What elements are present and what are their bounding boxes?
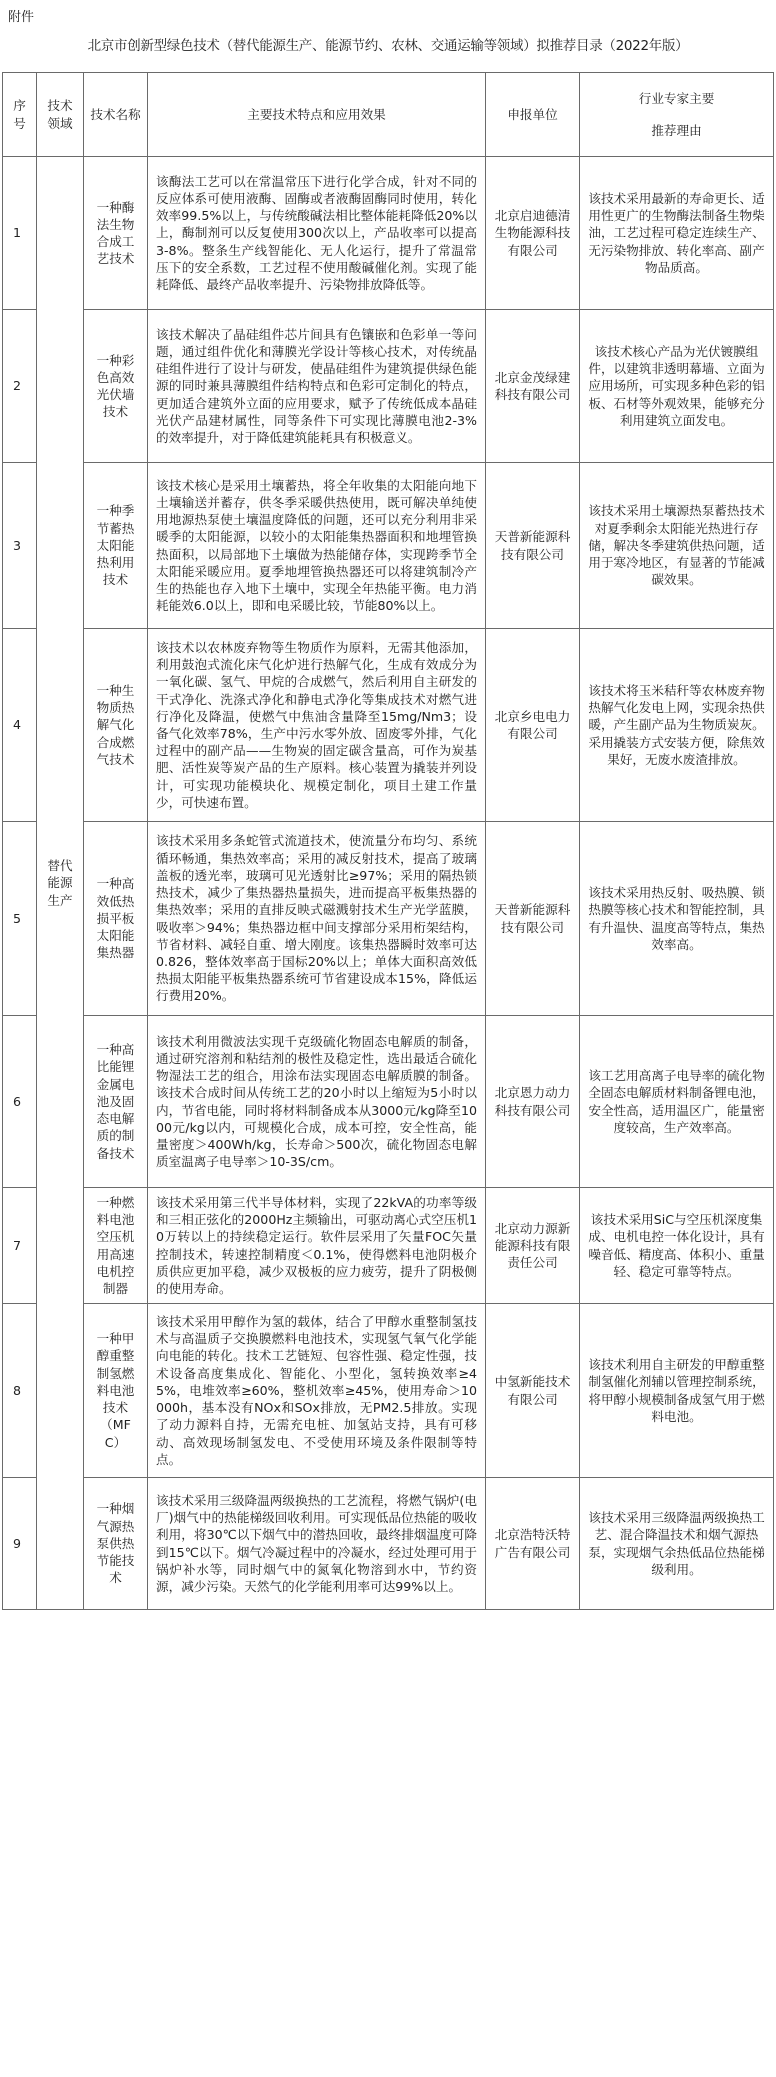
row-seq: 6	[3, 1016, 37, 1188]
table-row	[3, 463, 774, 629]
table-header-row	[3, 73, 774, 157]
row-seq: 7	[3, 1188, 37, 1304]
row-name: 一种燃料电池空压机用高速电机控制器	[84, 1188, 148, 1304]
table-row	[3, 1478, 774, 1610]
row-desc: 该酶法工艺可以在常温常压下进行化学合成，针对不同的反应体系可使用液酶、固酶或者液酶固酶同时使用，转化效率99.5%以上，与传统酸碱法相比整体能耗降低20%以上，酶制剂可以反复使用300次以上，产品收率可以提高3-8%。整条生产线智能化、无人化运行，提升了常温常压下的安全系数，工艺过程不使用酸碱催化剂。实现了能耗降低、最终产品收率提升、污染物排放降低等。	[148, 157, 486, 310]
row-desc: 该技术解决了晶硅组件芯片间具有色镶嵌和色彩单一等问题，通过组件优化和薄膜光学设计等核心技术，对传统晶硅组件进行了设计与研发，使晶硅组件为建筑提供绿色能源的同时兼具薄膜组件结构特点和色彩可定制化的特点，更加适合建筑外立面的应用要求，赋予了传统低成本晶硅光伏产品建材属性，同等条件下可实现比薄膜电池2-3%的效率提升，对于降低建筑能耗具有积极意义。	[148, 310, 486, 463]
row-unit: 北京恩力动力科技有限公司	[486, 1016, 580, 1188]
header-name: 技术名称	[84, 73, 148, 157]
row-reason: 该技术采用热反射、吸热膜、锁热膜等核心技术和智能控制，具有升温快、温度高等特点，集热效率高。	[580, 822, 774, 1016]
row-unit: 天普新能源科技有限公司	[486, 822, 580, 1016]
row-unit: 中氢新能技术有限公司	[486, 1304, 580, 1478]
row-unit: 北京浩特沃特广告有限公司	[486, 1478, 580, 1610]
row-name: 一种生物质热解气化合成燃气技术	[84, 629, 148, 822]
row-desc: 该技术核心是采用土壤蓄热，将全年收集的太阳能向地下土壤输送并蓄存，供冬季采暖供热使用，既可解决单纯使用地源热泵使土壤温度降低的问题，还可以充分利用非采暖季的太阳能源，以较小的太阳能集热器面积和地埋管换热面积，以局部地下土壤做为热能储存体，实现跨季节全太阳能采暖应用。夏季地埋管换热器还可以将建筑制冷产生的热能也存入地下土壤中，实现全年热能平衡。电力消耗能效6.0以上，即和电采暖比较，节能80%以上。	[148, 463, 486, 629]
row-reason: 该技术利用自主研发的甲醇重整制氢催化剂辅以管理控制系统，将甲醇小规模制备成氢气用于燃料电池。	[580, 1304, 774, 1478]
row-name: 一种彩色高效光伏墙技术	[84, 310, 148, 463]
attachment-label: 附件	[8, 10, 35, 25]
document-title: 北京市创新型绿色技术（替代能源生产、能源节约、农林、交通运输等领域）拟推荐目录（2022年版）	[87, 38, 689, 54]
row-reason: 该技术将玉米秸秆等农林废弃物热解气化发电上网，实现余热供暖，产生副产品为生物质炭灰。采用撬装方式安装方便，除焦效果好，无废水废渣排放。	[580, 629, 774, 822]
row-name: 一种烟气源热泵供热节能技术	[84, 1478, 148, 1610]
row-desc: 该技术采用第三代半导体材料，实现了22kVA的功率等级和三相正弦化的2000Hz主频输出，可驱动离心式空压机10万转以上的持续稳定运行。软件层采用了矢量FOC矢量控制技术，转速控制精度＜0.1%，使得燃料电池阴极介质供应更加平稳，减少双极板的应力疲劳，提升了阴极侧的使用寿命。	[148, 1188, 486, 1304]
row-name: 一种甲醇重整制氢燃料电池技术（MFC）	[84, 1304, 148, 1478]
row-unit: 北京启迪德清生物能源科技有限公司	[486, 157, 580, 310]
row-seq: 2	[3, 310, 37, 463]
table-row	[3, 1304, 774, 1478]
header-field: 技术 领域	[37, 73, 84, 157]
row-unit: 北京金茂绿建科技有限公司	[486, 310, 580, 463]
row-reason: 该技术采用土壤源热泵蓄热技术对夏季剩余太阳能光热进行存储，解决冬季建筑供热问题，适用于寒冷地区，有显著的节能减碳效果。	[580, 463, 774, 629]
header-desc: 主要技术特点和应用效果	[148, 73, 486, 157]
table-row	[3, 822, 774, 1016]
row-desc: 该技术采用甲醇作为氢的载体，结合了甲醇水重整制氢技术与高温质子交换膜燃料电池技术，实现氢气氧气化学能向电能的转化。技术工艺链短、包容性强、稳定性强，技术设备高度集成化、智能化、小型化，氢转换效率≥45%，电堆效率≥60%，整机效率≥45%，使用寿命＞10000h，基本没有NOx和SOx排放，无PM2.5排放。实现了动力源料自持，无需充电桩、加氢站支持，具有可移动、高效现场制氢发电、不受使用环境及条件限制等特点。	[148, 1304, 486, 1478]
row-desc: 该技术采用多条蛇管式流道技术，使流量分布均匀、系统循环畅通，集热效率高；采用的减反射技术，提高了玻璃盖板的透光率，玻璃可见光透射比≥97%；采用的隔热锁热技术，减少了集热器热量损失，进而提高平板集热器的集热效率；采用的直排反映式磁溅射技术生产光学蓝膜，吸收率＞94%；集热器边框中间支撑部分采用桁架结构，节省材料、减轻自重、增大刚度。该集热器瞬时效率可达0.826，整体效率高于国标20%以上；单体大面积高效低热损太阳能平板集热器系统可节省建设成本15%，降低运行费用20%。	[148, 822, 486, 1016]
row-name: 一种高比能锂金属电池及固态电解质的制备技术	[84, 1016, 148, 1188]
row-seq: 8	[3, 1304, 37, 1478]
row-seq: 4	[3, 629, 37, 822]
row-unit: 北京动力源新能源科技有限责任公司	[486, 1188, 580, 1304]
table-row	[3, 310, 774, 463]
row-name: 一种高效低热损平板太阳能集热器	[84, 822, 148, 1016]
row-desc: 该技术利用微波法实现千克级硫化物固态电解质的制备，通过研究溶剂和粘结剂的极性及稳定性，选出最适合硫化物湿法工艺的组合，用涂布法实现固态电解质膜的制备。该技术合成时间从传统工艺的20小时以上缩短为5小时以内，节省电能，同时将材料制备成本从3000元/kg降至1000元/kg以内，可规模化合成，成本可控，安全性高，能量密度＞400Wh/kg，长寿命＞500次，硫化物固态电解质室温离子电导率＞10-3S/cm。	[148, 1016, 486, 1188]
row-reason: 该工艺用高离子电导率的硫化物全固态电解质材料制备锂电池，安全性高，适用温区广，能量密度较高，生产效率高。	[580, 1016, 774, 1188]
row-reason: 该技术核心产品为光伏镀膜组件，以建筑非透明幕墙、立面为应用场所，可实现多种色彩的铝板、石材等外观效果，能够充分利用建筑立面发电。	[580, 310, 774, 463]
recommendation-table	[2, 72, 774, 1610]
header-unit: 申报单位	[486, 73, 580, 157]
row-name: 一种酶法生物合成工艺技术	[84, 157, 148, 310]
row-unit: 北京乡电电力有限公司	[486, 629, 580, 822]
row-reason: 该技术采用三级降温两级换热工艺、混合降温技术和烟气源热泵，实现烟气余热低品位热能梯级利用。	[580, 1478, 774, 1610]
table-row	[3, 157, 774, 310]
row-desc: 该技术以农林废弃物等生物质作为原料，无需其他添加，利用鼓泡式流化床气化炉进行热解气化，生成有效成分为一氧化碳、氢气、甲烷的合成燃气，然后利用自主研发的干式净化、洗涤式净化和静电式净化等集成技术对燃气进行净化及降温，使燃气中焦油含量降至15mg/Nm3；设备气化效率78%，生产中污水零外放、固废零外排，气化过程中的副产品——生物炭的固定碳含量高，可作为炭基肥、活性炭等炭产品的生产原料。核心装置为撬装并列设计，可实现功能模块化、规模定制化，项目土建工作量少，可快速布置。	[148, 629, 486, 822]
row-unit: 天普新能源科技有限公司	[486, 463, 580, 629]
header-seq: 序 号	[3, 73, 37, 157]
table-row	[3, 629, 774, 822]
row-reason: 该技术采用SiC与空压机深度集成、电机电控一体化设计，具有噪音低、精度高、体积小、重量轻、稳定可靠等特点。	[580, 1188, 774, 1304]
row-desc: 该技术采用三级降温两级换热的工艺流程，将燃气锅炉(电厂)烟气中的热能梯级回收利用。可实现低品位热能的吸收利用，将30℃以下烟气中的潜热回收，最终排烟温度可降到15℃以下。烟气冷凝过程中的冷凝水，经过处理可用于锅炉补水等，同时烟气中的氮氧化物溶到水中，节约资源，减少污染。天然气的化学能利用率可达99%以上。	[148, 1478, 486, 1610]
row-seq: 1	[3, 157, 37, 310]
row-name: 一种季节蓄热太阳能热利用技术	[84, 463, 148, 629]
table-row	[3, 1188, 774, 1304]
table-row	[3, 1016, 774, 1188]
row-seq: 9	[3, 1478, 37, 1610]
row-reason: 该技术采用最新的寿命更长、适用性更广的生物酶法制备生物柴油，工艺过程可稳定连续生产、无污染物排放、转化率高、副产物品质高。	[580, 157, 774, 310]
row-seq: 5	[3, 822, 37, 1016]
header-reason: 行业专家主要 推荐理由	[580, 73, 774, 157]
row-seq: 3	[3, 463, 37, 629]
field-cell: 替代能源生产	[37, 157, 84, 1610]
